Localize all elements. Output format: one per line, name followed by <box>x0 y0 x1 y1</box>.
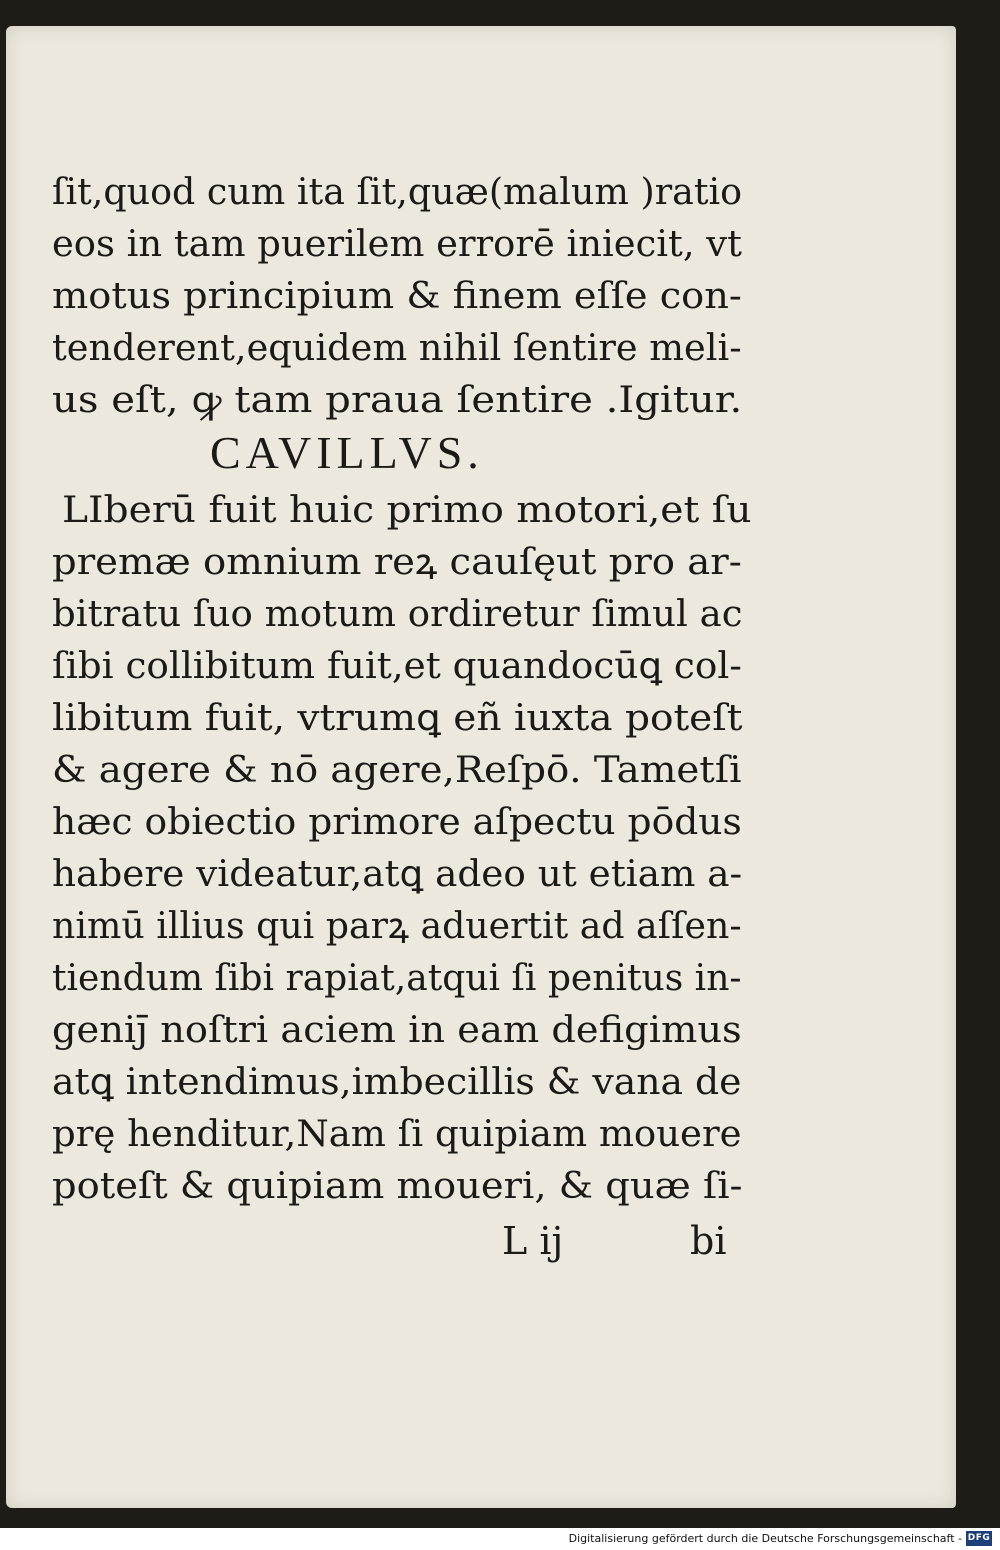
text-line: habere videatur,atꝗ adeo ut etiam a- <box>52 854 743 895</box>
text-line: prę henditur,Nam ſi quipiam mouere <box>52 1114 742 1155</box>
text-line: poteſt & quipiam moueri, & quæ ſi- <box>52 1166 743 1207</box>
signature-mark: L ij <box>502 1219 564 1263</box>
text-line: tiendum ſibi rapiat,atqui ſi penitus in- <box>52 958 742 999</box>
text-line: ſit,quod cum ita ſit,quæ(malum )ratio <box>52 172 743 213</box>
footer-credit: Digitalisierung gefördert durch die Deutsche Forschungsgemeinschaft - <box>568 1532 962 1545</box>
text-line: eos in tam puerilem errorē iniecit, vt <box>52 224 742 265</box>
text-line: tenderent,equidem nihil ſentire meli- <box>52 328 742 369</box>
text-line: & agere & nō agere,Reſpō. Tametſi <box>52 750 742 791</box>
text-line: motus principium & finem eſſe con- <box>52 276 742 317</box>
text-line: ſibi collibitum fuit,et quandocūꝗ col- <box>52 646 742 687</box>
text-line: bitratu ſuo motum ordiretur ſimul ac <box>52 594 743 635</box>
text-line: geniȷ̄ noſtri aciem in eam defigimus <box>52 1010 742 1051</box>
text-line: nimū illius qui parꝝ aduertit ad aſſen- <box>52 906 742 947</box>
text-line: atꝗ intendimus,imbecillis & vana de <box>52 1062 742 1103</box>
text-line: premæ omnium reꝝ cauſęut pro ar- <box>52 542 742 583</box>
book-page <box>6 26 956 1508</box>
dfg-logo-icon: DFG <box>966 1531 992 1546</box>
text-line: libitum fuit, vtrumꝗ eñ iuxta poteſt <box>52 698 743 739</box>
text-line: LIberū fuit huic primo motori,et ſu <box>62 490 752 531</box>
footer-bar <box>0 1528 1000 1550</box>
text-line: hæc obiectio primore aſpectu pōdus <box>52 802 742 843</box>
catchword: bi <box>690 1219 727 1263</box>
section-heading: CAVILLVS. <box>210 427 484 478</box>
text-line: us eſt, ꝙ tam praua ſentire .Igitur. <box>52 380 743 421</box>
